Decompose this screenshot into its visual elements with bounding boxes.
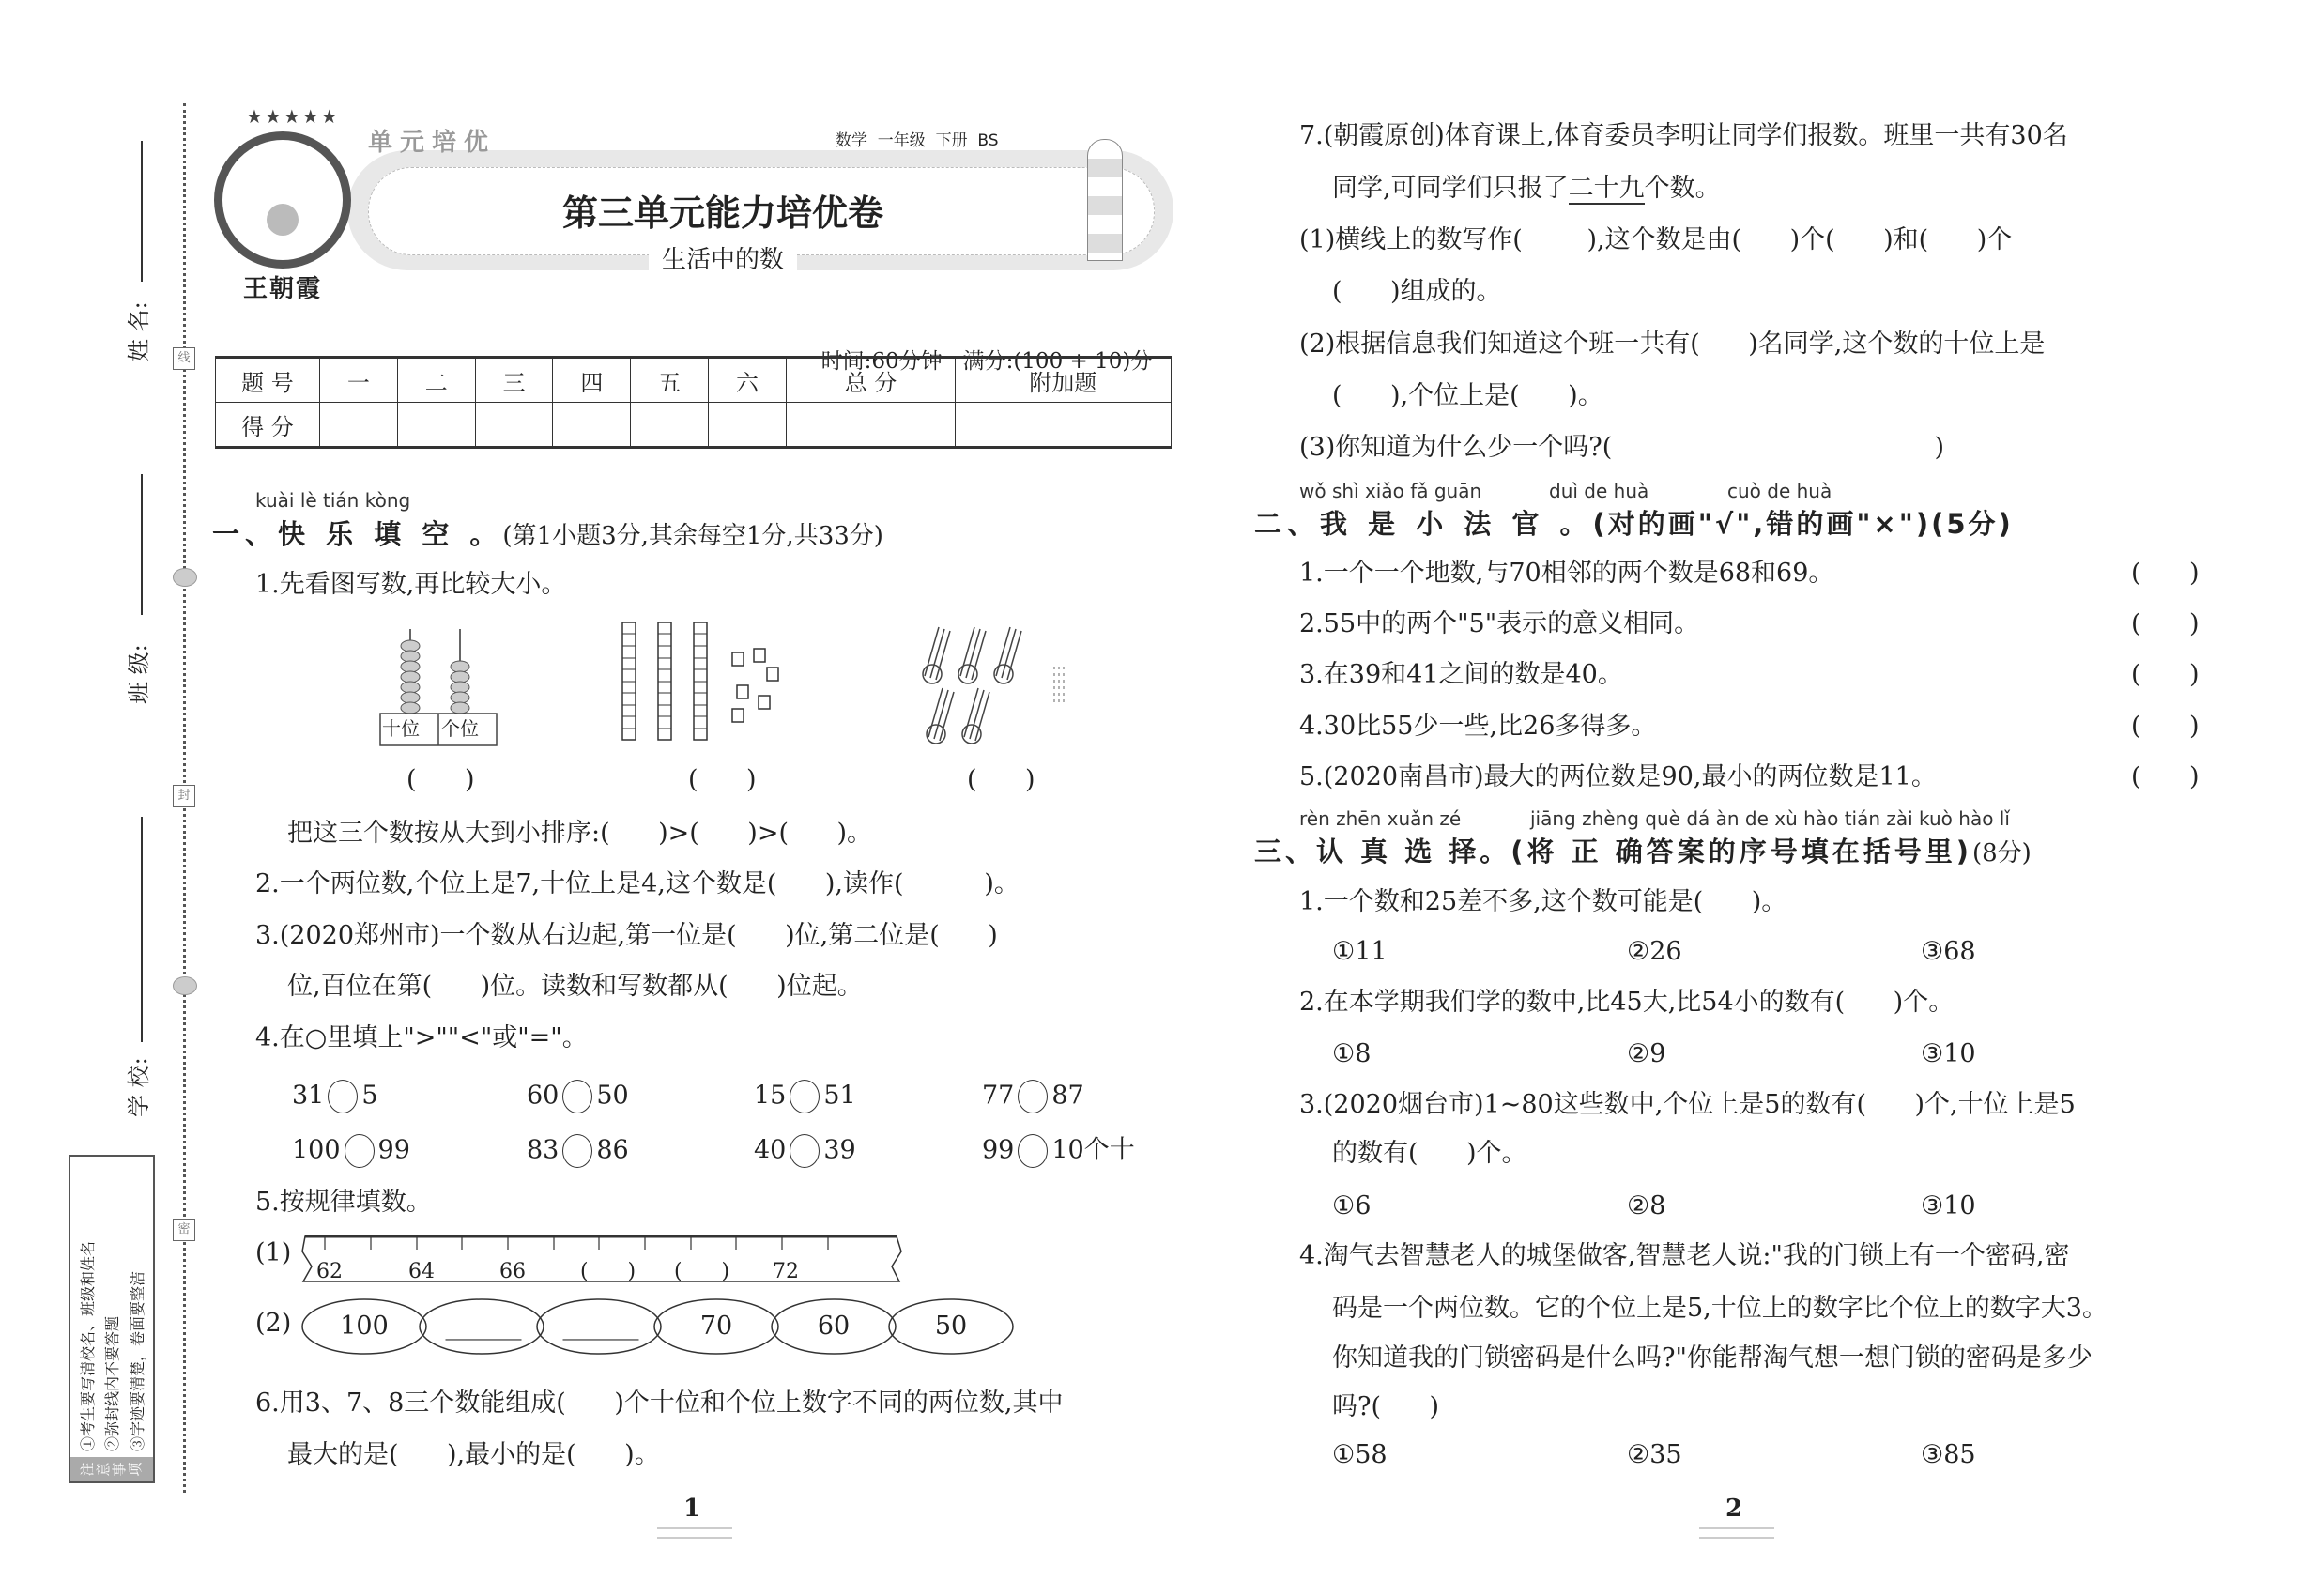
score-cell[interactable] <box>320 403 398 448</box>
section2-pinyin: cuò de huà <box>1727 480 1832 502</box>
answer-blank-sticks[interactable]: ( ) <box>967 765 1035 794</box>
score-cell[interactable] <box>397 403 475 448</box>
question-1: 1.先看图写数,再比较大小。 <box>255 570 567 599</box>
wave-ornament-icon <box>1699 1527 1774 1539</box>
score-row-label: 得 分 <box>216 403 320 448</box>
compare-circle[interactable] <box>1018 1080 1048 1113</box>
choice-option[interactable]: ③10 <box>1921 1039 1976 1068</box>
ruler-label: 72 <box>773 1260 799 1283</box>
choice-option[interactable]: ①6 <box>1332 1191 1372 1220</box>
table-header: 二 <box>397 358 475 403</box>
judge-blank[interactable]: ( ) <box>2131 609 2200 638</box>
brand-logo <box>214 131 351 303</box>
answer-blank-abacus[interactable]: ( ) <box>406 765 475 794</box>
score-table-header-row <box>216 358 1172 403</box>
wave-ornament-icon <box>657 1527 732 1539</box>
choice-option[interactable]: ③10 <box>1921 1191 1976 1220</box>
question-4: 4.在○里填上">""<"或"="。 <box>255 1023 588 1052</box>
choice-option[interactable]: ①58 <box>1332 1440 1388 1469</box>
base-ten-blocks-figure <box>615 615 803 746</box>
oval-blank[interactable]: ______ <box>445 1312 522 1341</box>
seal-mark-feng: 封 <box>173 785 195 807</box>
book-meta: 数学 一年级 下册 BS <box>836 131 999 150</box>
logo-portrait-icon <box>267 204 299 236</box>
ruler-label: 62 <box>316 1260 343 1283</box>
table-header: 六 <box>709 358 787 403</box>
judge-blank[interactable]: ( ) <box>2131 712 2200 741</box>
comparison-item: 100 99 <box>292 1134 410 1168</box>
name-label: 姓 名: <box>126 301 152 361</box>
comparison-item: 31 5 <box>292 1080 378 1113</box>
judge-item: 2.55中的两个"5"表示的意义相同。 <box>1299 609 1700 638</box>
question-2: 2.一个两位数,个位上是7,十位上是4,这个数是( ),读作( )。 <box>255 869 1020 898</box>
section1-note: (第1小题3分,其余每空1分,共33分) <box>502 522 883 550</box>
choice-question-1: 1.一个数和25差不多,这个数可能是( )。 <box>1299 887 1787 916</box>
oval-blank[interactable]: ______ <box>562 1312 639 1341</box>
abacus-ones-label: 个位 <box>441 717 479 740</box>
page-subtitle: 生活中的数 <box>649 246 797 274</box>
question-7-1: (1)横线上的数写作( ),这个数是由( )个( )和( )个 <box>1299 225 2013 254</box>
notice-item: ②弥封线内不要答题 <box>103 1315 122 1451</box>
judge-blank[interactable]: ( ) <box>2131 762 2200 791</box>
section2-pinyin: wǒ shì xiǎo fǎ guān <box>1299 480 1482 502</box>
compare-circle[interactable] <box>790 1080 820 1113</box>
time-limit: 时间:60分钟 <box>820 349 943 374</box>
comparison-item: 60 50 <box>527 1080 629 1113</box>
compare-circle[interactable] <box>345 1134 375 1168</box>
score-cell[interactable] <box>475 403 553 448</box>
ruler-blank[interactable]: ( ) <box>674 1260 730 1283</box>
choice-option[interactable]: ②26 <box>1627 937 1682 966</box>
question-7-2: (2)根据信息我们知道这个班一共有( )名同学,这个数的十位上是 <box>1299 330 2046 359</box>
comparison-item: 15 51 <box>754 1080 856 1113</box>
logo-text: 王朝霞 <box>242 275 322 303</box>
notice-title: 注意事项 <box>70 1457 153 1481</box>
page-number: 2 <box>1725 1495 1743 1523</box>
choice-option[interactable]: ②9 <box>1627 1039 1666 1068</box>
judge-item: 1.一个一个地数,与70相邻的两个数是68和69。 <box>1299 559 1834 588</box>
question-3: 3.(2020郑州市)一个数从右边起,第一位是( )位,第二位是( ) <box>255 921 998 950</box>
ruler-label: 66 <box>499 1260 526 1283</box>
compare-circle[interactable] <box>790 1134 820 1168</box>
answer-blank-blocks[interactable]: ( ) <box>688 765 757 794</box>
coin-icon <box>173 568 197 587</box>
judge-item: 5.(2020南昌市)最大的两位数是90,最小的两位数是11。 <box>1299 762 1937 791</box>
choice-question-4-cont: 吗?( ) <box>1332 1392 1440 1421</box>
choice-question-3: 3.(2020烟台市)1~80这些数中,个位上是5的数有( )个,十位上是5 <box>1299 1090 2076 1119</box>
section2-heading: 二、我 是 小 法 官 。(对的画"√",错的画"×")(5分) <box>1254 508 2014 540</box>
judge-blank[interactable]: ( ) <box>2131 559 2200 588</box>
full-score: 满分:(100 + 10)分 <box>962 349 1153 374</box>
section3-pinyin: rèn zhēn xuǎn zé <box>1299 807 1462 830</box>
question-7-2-cont: ( ),个位上是( )。 <box>1332 381 1603 410</box>
choice-option[interactable]: ①11 <box>1332 937 1388 966</box>
abacus-tens-label: 十位 <box>382 717 420 740</box>
question-7-3: (3)你知道为什么少一个吗?( ) <box>1299 433 1945 462</box>
section1-title: 一、快 乐 填 空 。 <box>212 518 503 550</box>
comparison-item: 99 10个十 <box>982 1134 1135 1168</box>
stick-bundles-figure <box>915 620 1084 746</box>
class-write-line[interactable] <box>141 474 143 615</box>
question-7: 7.(朝霞原创)体育课上,体育委员李明让同学们报数。班里一共有30名 <box>1299 121 2068 150</box>
logo-stars-icon: ★★★★★ <box>246 105 340 128</box>
underlined-number: 二十九 <box>1568 174 1645 203</box>
question-5-1-label: (1) <box>255 1238 292 1267</box>
choice-option[interactable]: ①8 <box>1332 1039 1372 1068</box>
table-header: 附加题 <box>955 358 1171 403</box>
oval-value: 50 <box>934 1312 968 1341</box>
table-header: 题 号 <box>216 358 320 403</box>
score-table-score-row <box>216 403 1172 448</box>
choice-question-4-cont: 你知道我的门锁密码是什么吗?"你能帮淘气想一想门锁的密码是多少 <box>1332 1343 2093 1373</box>
question-6-cont: 最大的是( ),最小的是( )。 <box>287 1440 660 1469</box>
score-cell[interactable] <box>553 403 631 448</box>
name-write-line[interactable] <box>141 141 143 282</box>
table-header: 一 <box>320 358 398 403</box>
question-7-cont: 同学,可同学们只报了二十九个数。 <box>1332 174 1721 203</box>
oval-value: 100 <box>340 1312 389 1341</box>
question-1-sort: 把这三个数按从大到小排序:( )>( )>( )。 <box>287 819 873 848</box>
page-title: 第三单元能力培优卷 <box>561 192 883 234</box>
choice-question-4-cont: 码是一个两位数。它的个位上是5,十位上的数字比个位上的数字大3。 <box>1332 1294 2108 1323</box>
section3-pinyin: jiāng zhèng què dá àn de xù hào tián zài kuò hào lǐ <box>1530 807 2010 830</box>
score-cell[interactable] <box>786 403 955 448</box>
choice-option[interactable]: ③85 <box>1921 1440 1976 1469</box>
judge-item: 3.在39和41之间的数是40。 <box>1299 660 1623 689</box>
page-number: 1 <box>683 1495 701 1523</box>
notice-item: ③字迹要清楚，卷面要整洁 <box>129 1270 147 1451</box>
notice-item: ①考生要写清校名、班级和姓名 <box>78 1240 97 1451</box>
table-header: 四 <box>553 358 631 403</box>
class-label: 班 级: <box>126 644 152 704</box>
table-header: 三 <box>475 358 553 403</box>
lighthouse-icon <box>1087 139 1123 261</box>
choice-question-2: 2.在本学期我们学的数中,比45大,比54小的数有( )个。 <box>1299 988 1955 1017</box>
section1-heading <box>212 518 883 552</box>
question-7-1-cont: ( )组成的。 <box>1332 277 1502 306</box>
comparison-item: 77 87 <box>982 1080 1084 1113</box>
choice-option[interactable]: ②8 <box>1627 1191 1666 1220</box>
coin-icon <box>173 976 197 995</box>
section2-pinyin: duì de huà <box>1549 480 1649 502</box>
judge-blank[interactable]: ( ) <box>2131 660 2200 689</box>
compare-circle[interactable] <box>562 1080 592 1113</box>
series-label: 单元培优 <box>368 129 497 157</box>
seal-mark-mi: 密 <box>173 1219 195 1241</box>
school-write-line[interactable] <box>141 817 143 1042</box>
school-label: 学 校: <box>126 1057 152 1117</box>
score-cell[interactable] <box>631 403 709 448</box>
table-header: 五 <box>631 358 709 403</box>
choice-option[interactable]: ②35 <box>1627 1440 1682 1469</box>
score-cell[interactable] <box>955 403 1171 448</box>
seal-mark-xian: 线 <box>173 347 195 370</box>
oval-value: 60 <box>817 1312 851 1341</box>
ruler-blank[interactable]: ( ) <box>580 1260 636 1283</box>
score-table <box>215 356 1172 449</box>
compare-circle[interactable] <box>1018 1134 1048 1168</box>
compare-circle[interactable] <box>562 1134 592 1168</box>
judge-item: 4.30比55少一些,比26多得多。 <box>1299 712 1657 741</box>
comparison-item: 83 86 <box>527 1134 629 1168</box>
comparison-item: 40 39 <box>754 1134 856 1168</box>
section3-heading: 三、认 真 选 择。(将 正 确答案的序号填在括号里)(8分) <box>1254 836 2032 867</box>
question-3-cont: 位,百位在第( )位。读数和写数都从( )位起。 <box>287 972 863 1001</box>
table-header: 总 分 <box>786 358 955 403</box>
score-cell[interactable] <box>709 403 787 448</box>
question-5: 5.按规律填数。 <box>255 1188 432 1217</box>
compare-circle[interactable] <box>328 1080 358 1113</box>
section1-pinyin: kuài lè tián kòng <box>255 489 411 512</box>
question-5-2-label: (2) <box>255 1309 292 1338</box>
question-6: 6.用3、7、8三个数能组成( )个十位和个位上数字不同的两位数,其中 <box>255 1389 1064 1418</box>
choice-question-4: 4.淘气去智慧老人的城堡做客,智慧老人说:"我的门锁上有一个密码,密 <box>1299 1241 2070 1270</box>
ruler-label: 64 <box>408 1260 435 1283</box>
choice-question-3-cont: 的数有( )个。 <box>1332 1139 1527 1168</box>
oval-value: 70 <box>699 1312 733 1341</box>
choice-option[interactable]: ③68 <box>1921 937 1976 966</box>
notice-box <box>69 1155 155 1483</box>
